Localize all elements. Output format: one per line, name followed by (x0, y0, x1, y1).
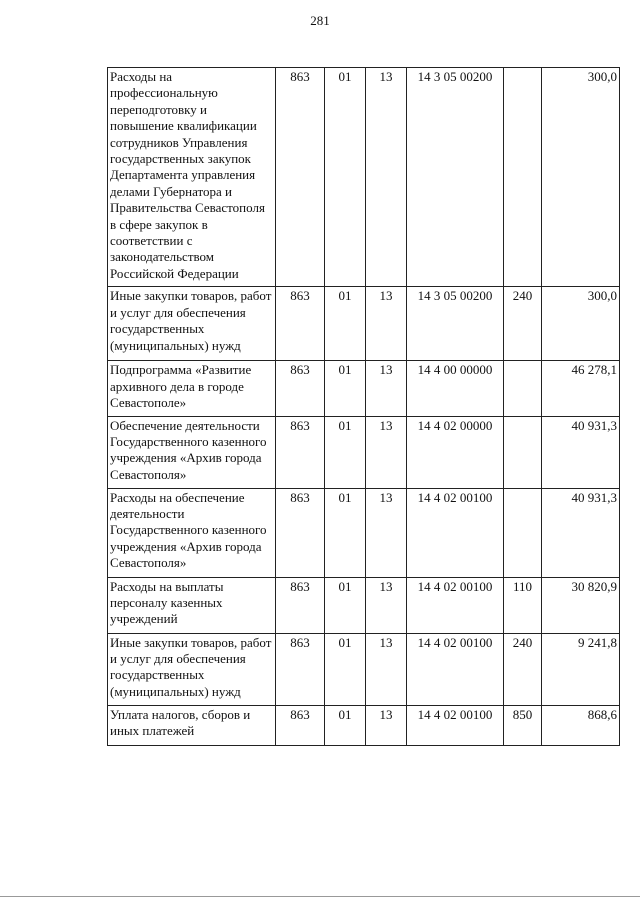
row-department-code: 863 (276, 705, 325, 745)
row-section: 01 (325, 416, 366, 488)
row-target-article: 14 4 02 00100 (407, 705, 504, 745)
row-amount: 9 241,8 (542, 633, 620, 705)
row-name: Иные закупки товаров, работ и услуг для обеспечения государственных (муниципальных) нужд (108, 287, 276, 361)
table-row (108, 287, 620, 361)
row-department-code: 863 (276, 577, 325, 633)
row-target-article: 14 4 02 00100 (407, 488, 504, 577)
row-name: Расходы на обеспечение деятельности Государственного казенного учреждения «Архив города Севастополя» (108, 488, 276, 577)
table-row (108, 577, 620, 633)
row-amount: 300,0 (542, 68, 620, 287)
row-section: 01 (325, 361, 366, 416)
row-subsection: 13 (366, 577, 407, 633)
table-row (108, 488, 620, 577)
row-name: Обеспечение деятельности Государственного казенного учреждения «Архив города Севастополя» (108, 416, 276, 488)
table-row (108, 705, 620, 745)
row-subsection: 13 (366, 633, 407, 705)
row-section: 01 (325, 68, 366, 287)
table-row (108, 361, 620, 416)
row-target-article: 14 3 05 00200 (407, 68, 504, 287)
row-amount: 868,6 (542, 705, 620, 745)
row-department-code: 863 (276, 488, 325, 577)
row-department-code: 863 (276, 287, 325, 361)
row-section: 01 (325, 488, 366, 577)
row-department-code: 863 (276, 633, 325, 705)
row-expense-type: 240 (504, 287, 542, 361)
row-target-article: 14 4 02 00100 (407, 633, 504, 705)
row-subsection: 13 (366, 488, 407, 577)
row-target-article: 14 3 05 00200 (407, 287, 504, 361)
table-row (108, 68, 620, 287)
row-department-code: 863 (276, 416, 325, 488)
row-expense-type (504, 361, 542, 416)
budget-table (107, 67, 620, 746)
row-subsection: 13 (366, 68, 407, 287)
row-expense-type (504, 488, 542, 577)
row-amount: 300,0 (542, 287, 620, 361)
row-subsection: 13 (366, 416, 407, 488)
row-expense-type (504, 416, 542, 488)
row-amount: 40 931,3 (542, 416, 620, 488)
table-row (108, 633, 620, 705)
table-row (108, 416, 620, 488)
row-section: 01 (325, 633, 366, 705)
row-amount: 40 931,3 (542, 488, 620, 577)
row-section: 01 (325, 577, 366, 633)
row-expense-type: 240 (504, 633, 542, 705)
scan-edge-line (0, 896, 640, 897)
row-name: Расходы на профессиональную переподготовку и повышение квалификации сотрудников Управления государственных закупок Департамента управления делами Губернатора и Правительства Севастополя в сфере закупок в соответствии с законодательством Российской Федерации (108, 68, 276, 287)
row-section: 01 (325, 705, 366, 745)
row-section: 01 (325, 287, 366, 361)
row-expense-type: 850 (504, 705, 542, 745)
row-target-article: 14 4 02 00100 (407, 577, 504, 633)
row-name: Подпрограмма «Развитие архивного дела в городе Севастополе» (108, 361, 276, 416)
row-amount: 46 278,1 (542, 361, 620, 416)
row-subsection: 13 (366, 705, 407, 745)
row-department-code: 863 (276, 68, 325, 287)
row-subsection: 13 (366, 361, 407, 416)
row-name: Иные закупки товаров, работ и услуг для обеспечения государственных (муниципальных) нужд (108, 633, 276, 705)
row-department-code: 863 (276, 361, 325, 416)
row-expense-type: 110 (504, 577, 542, 633)
row-subsection: 13 (366, 287, 407, 361)
row-name: Расходы на выплаты персоналу казенных учреждений (108, 577, 276, 633)
row-amount: 30 820,9 (542, 577, 620, 633)
row-name: Уплата налогов, сборов и иных платежей (108, 705, 276, 745)
row-expense-type (504, 68, 542, 287)
row-target-article: 14 4 00 00000 (407, 361, 504, 416)
row-target-article: 14 4 02 00000 (407, 416, 504, 488)
page-number: 281 (310, 13, 330, 28)
